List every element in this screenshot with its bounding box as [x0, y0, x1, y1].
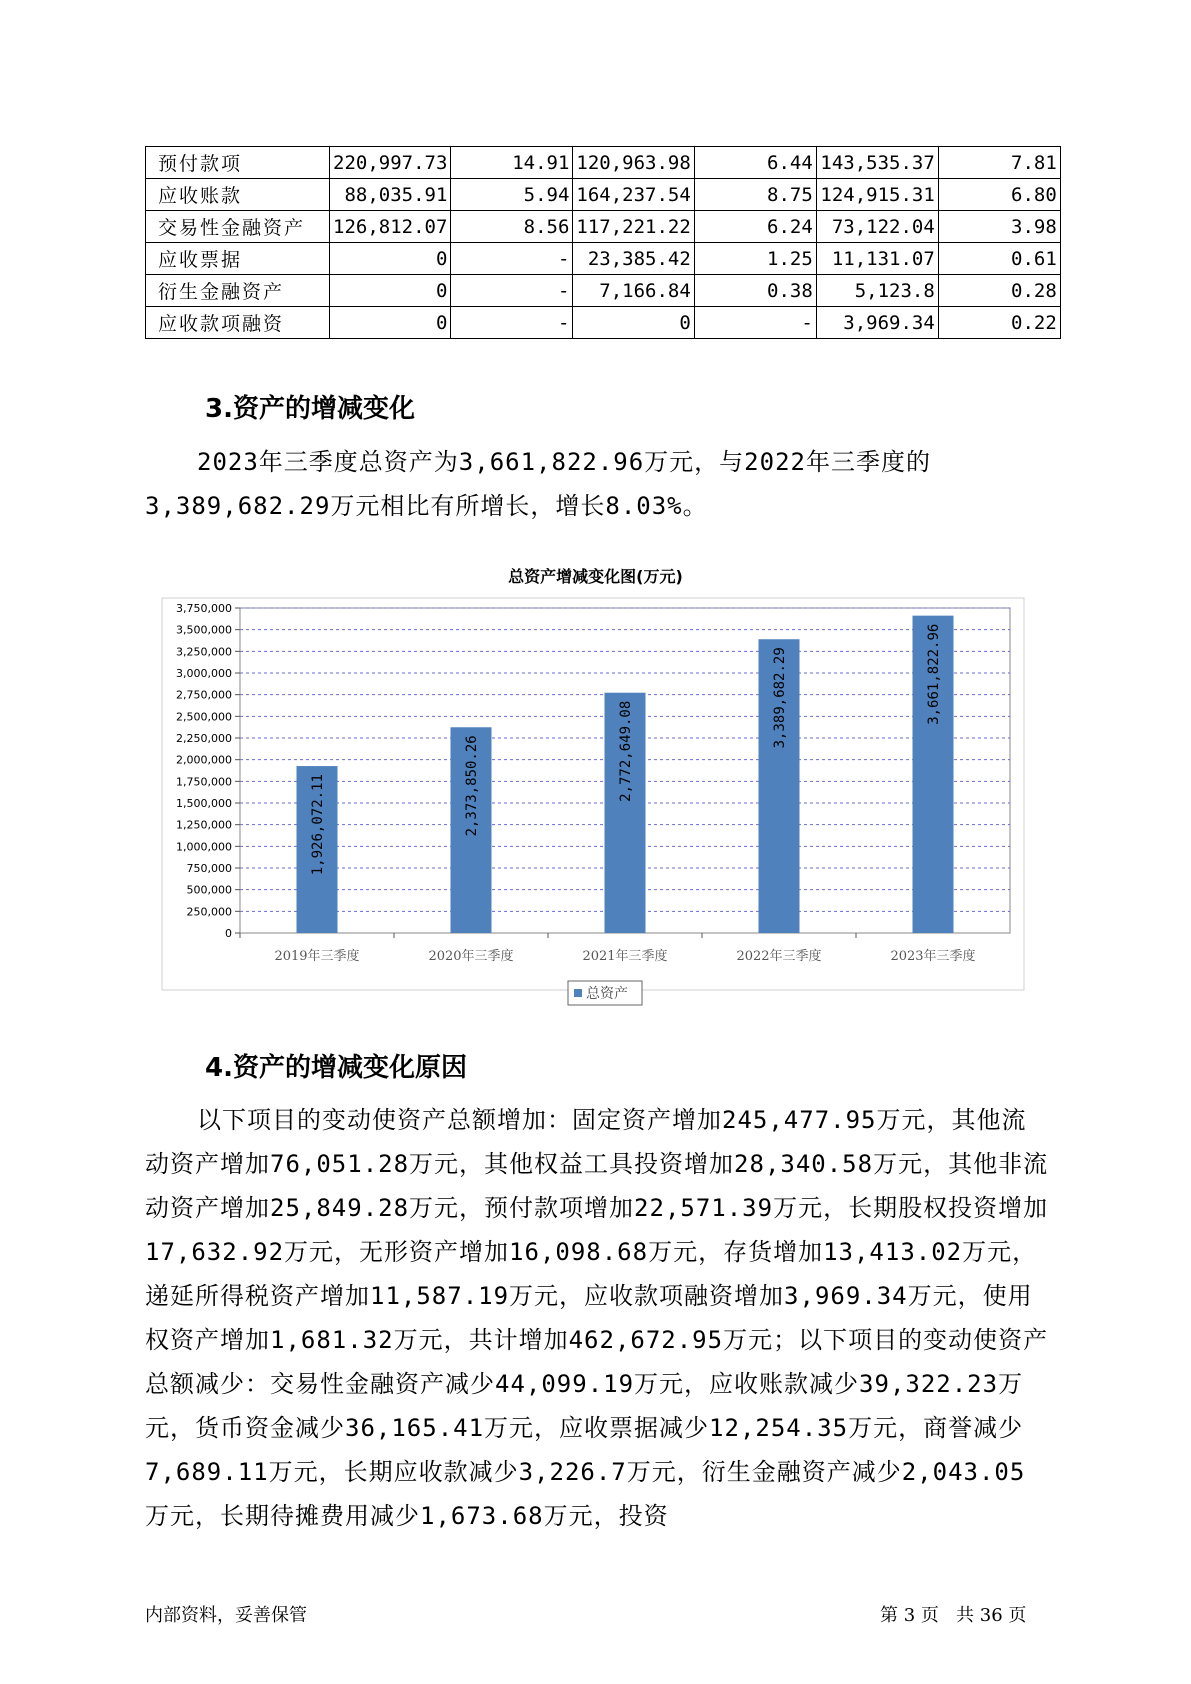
footer-page-number: 第 3 页 共 36 页: [880, 1605, 1027, 1626]
cell-value: 3.98: [938, 211, 1060, 243]
row-name: 交易性金融资产: [146, 211, 330, 243]
cell-value: 7,166.84: [573, 275, 694, 307]
cell-value: 3,969.34: [816, 307, 938, 339]
y-tick-label: 750,000: [186, 862, 232, 875]
section-heading-4: 4.资产的增减变化原因: [205, 1053, 467, 1083]
y-tick-label: 2,750,000: [176, 688, 232, 702]
cell-value: 88,035.91: [330, 179, 451, 211]
cell-value: 0: [573, 307, 694, 339]
y-tick-label: 250,000: [186, 905, 232, 919]
y-tick-label: 2,000,000: [176, 753, 232, 767]
cell-value: 73,122.04: [816, 211, 938, 243]
cell-value: 23,385.42: [573, 243, 694, 275]
cell-value: -: [451, 307, 573, 339]
cell-value: 5.94: [451, 179, 573, 211]
y-tick-label: 3,750,000: [176, 602, 232, 615]
legend-label: 总资产: [586, 986, 628, 1002]
bar-data-label: 2,373,850.26: [464, 735, 480, 837]
section-heading-3: 3.资产的增减变化: [205, 394, 415, 424]
y-tick-label: 1,250,000: [176, 818, 232, 832]
cell-value: 0: [330, 275, 451, 307]
chart-title: 总资产增减变化图(万元): [508, 567, 683, 586]
x-tick-label: 2022年三季度: [736, 949, 822, 964]
x-tick-label: 2020年三季度: [428, 949, 514, 964]
cell-value: 14.91: [451, 147, 573, 179]
section-4-paragraph: 以下项目的变动使资产总额增加：固定资产增加245,477.95万元，其他流动资产增加76,051.28万元，其他权益工具投资增加28,340.58万元，其他非流动资产增加25,849.28万元，预付款项增加22,571.39万元，长期股权投资增加17,632.92万元，无形资产增加16,098.68万元，存货增加13,413.02万元，递延所得税资产增加11,587.19万元，应收款项融资增加3,969.34万元，使用权资产增加1,681.32万元，共计增加462,672.95万元；以下项目的变动使资产总额减少：交易性金融资产减少44,099.19万元，应收账款减少39,322.23万元，货币资金减少36,165.41万元，应收票据减少12,254.35万元，商誉减少7,689.11万元，长期应收款减少3,226.7万元，衍生金融资产减少2,043.05万元，长期待摊费用减少1,673.68万元，投资: [145, 1106, 1049, 1530]
cell-value: 6.80: [938, 179, 1060, 211]
cell-value: 6.24: [694, 211, 816, 243]
bar-data-label: 1,926,072.11: [310, 774, 326, 876]
cell-value: -: [694, 307, 816, 339]
cell-value: 0: [330, 243, 451, 275]
bar-data-label: 2,772,649.08: [618, 700, 634, 802]
cell-value: 8.56: [451, 211, 573, 243]
y-tick-label: 2,250,000: [176, 732, 232, 745]
cell-value: 6.44: [694, 147, 816, 179]
cell-value: 124,915.31: [816, 179, 938, 211]
cell-value: 11,131.07: [816, 243, 938, 275]
cell-value: 5,123.8: [816, 275, 938, 307]
cell-value: 126,812.07: [330, 211, 451, 243]
cell-value: 1.25: [694, 243, 816, 275]
bar-data-label: 3,389,682.29: [772, 647, 788, 749]
x-tick-label: 2021年三季度: [582, 949, 668, 964]
cell-value: 0.28: [938, 275, 1060, 307]
section-3-paragraph: 2023年三季度总资产为3,661,822.96万元，与2022年三季度的3,389,682.29万元相比有所增长，增长8.03%。: [145, 448, 931, 520]
y-tick-label: 3,250,000: [176, 645, 232, 659]
y-tick-label: 1,750,000: [176, 775, 232, 789]
y-tick-label: 3,500,000: [176, 623, 232, 637]
y-tick-label: 0: [225, 927, 232, 940]
cell-value: -: [451, 243, 573, 275]
x-tick-label: 2023年三季度: [890, 949, 976, 964]
cell-value: 120,963.98: [573, 147, 694, 179]
row-name: 应收款项融资: [146, 307, 330, 339]
legend-swatch: [574, 989, 582, 997]
x-tick-label: 2019年三季度: [274, 949, 360, 964]
bar-data-label: 3,661,822.96: [926, 623, 942, 725]
cell-value: 143,535.37: [816, 147, 938, 179]
cell-value: 220,997.73: [330, 147, 451, 179]
row-name: 预付款项: [146, 147, 330, 179]
cell-value: 8.75: [694, 179, 816, 211]
cell-value: 0.38: [694, 275, 816, 307]
cell-value: 0.22: [938, 307, 1060, 339]
cell-value: 7.81: [938, 147, 1060, 179]
cell-value: 164,237.54: [573, 179, 694, 211]
cell-value: -: [451, 275, 573, 307]
y-tick-label: 3,000,000: [176, 667, 232, 680]
row-name: 衍生金融资产: [146, 275, 330, 307]
cell-value: 0.61: [938, 243, 1060, 275]
y-tick-label: 500,000: [186, 883, 232, 897]
row-name: 应收票据: [146, 243, 330, 275]
y-tick-label: 1,500,000: [176, 797, 232, 810]
footer-confidential: 内部资料，妥善保管: [145, 1605, 307, 1626]
y-tick-label: 2,500,000: [176, 710, 232, 724]
y-tick-label: 1,000,000: [176, 840, 232, 854]
cell-value: 0: [330, 307, 451, 339]
cell-value: 117,221.22: [573, 211, 694, 243]
row-name: 应收账款: [146, 179, 330, 211]
